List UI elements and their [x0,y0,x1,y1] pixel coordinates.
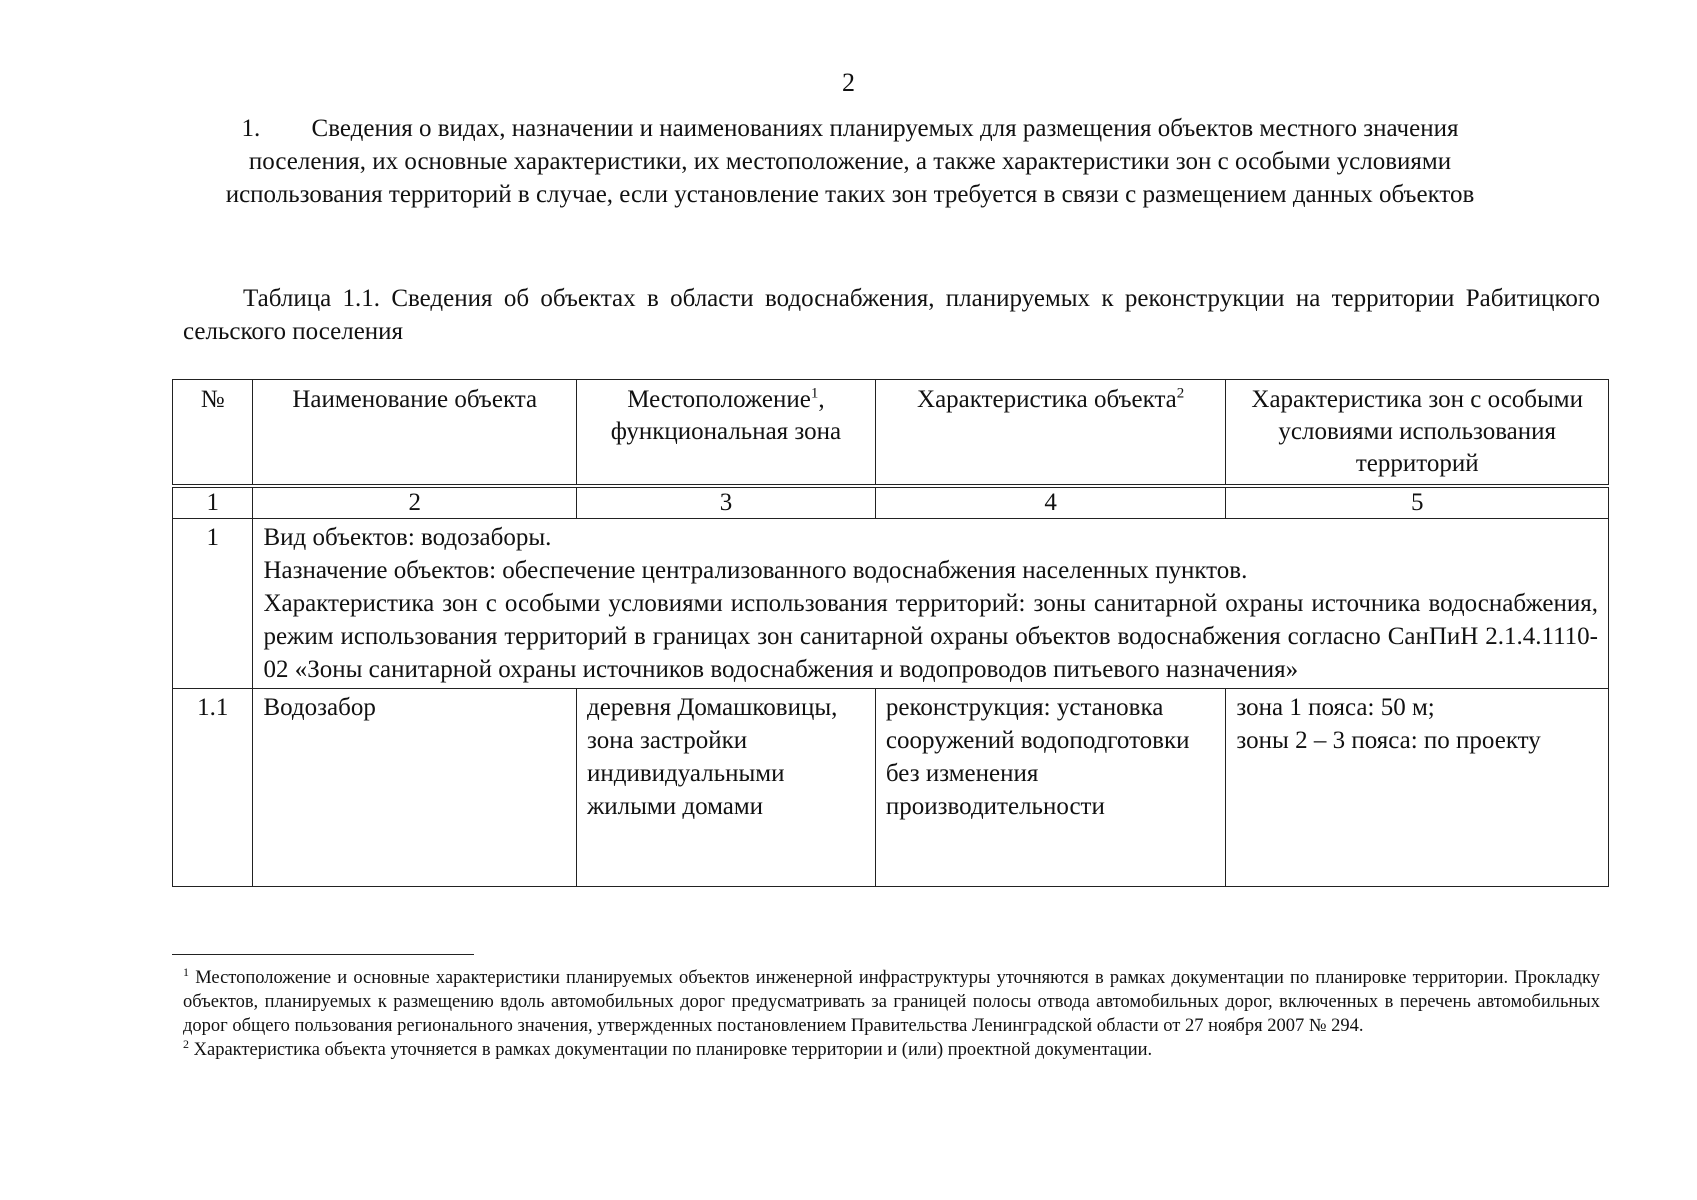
table-header-row [173,380,1609,487]
group-zones: Характеристика зон с особыми условиями использования территорий: зоны санитарной охраны источника водоснабжения, режим использования территорий в границах зон санитарной охраны объектов водоснабжения согласно СанПиН 2.1.4.1110-02 «Зоны санитарной охраны источников водоснабжения и водопроводов питьевого назначения» [263,590,1598,683]
column-number-row [173,486,1609,519]
objects-table [172,379,1609,887]
footnote-2-text: Характеристика объекта уточняется в рамках документации по планировке территории и (или) проектной документации. [193,1040,1153,1060]
group-row [173,519,1609,689]
header-zones: Характеристика зон с особыми условиями использования территорий [1226,380,1609,487]
section-title [200,112,1500,211]
footnote-mark-2: 2 [183,1036,189,1051]
header-location [576,380,875,487]
header-location-suffix: , функциональная зона [610,386,842,445]
footnote-1 [183,966,1600,1038]
footnotes [183,966,1600,1062]
section-title-text: Сведения о видах, назначении и наименованиях планируемых для размещения объектов местного значения поселения, их основные характеристики, их местоположение, а также характеристики зон с особыми условиями использования территорий в случае, если установление таких зон требуется в связи с размещением данных объектов [225,115,1475,208]
table-caption: Таблица 1.1. Сведения об объектах в области водоснабжения, планируемых к реконструкции на территории Рабитицкого сельского поселения [183,285,1600,345]
group-purpose: Назначение объектов: обеспечение централизованного водоснабжения населенных пунктов. [263,557,1248,584]
row-name: Водозабор [253,689,577,887]
column-number: 1 [173,486,253,519]
column-number: 2 [253,486,577,519]
footnote-mark-1: 1 [183,964,189,979]
header-location-text: Местоположение [627,386,811,413]
row-zones-line-1: зона 1 пояса: 50 м; [1236,694,1435,721]
group-description [253,519,1609,689]
header-number: № [173,380,253,487]
header-name: Наименование объекта [253,380,577,487]
footnote-ref-1: 1 [810,385,819,402]
column-number: 4 [875,486,1226,519]
row-zones [1226,689,1609,887]
row-zones-line-2: зоны 2 – 3 пояса: по проекту [1236,727,1541,754]
footnote-ref-2: 2 [1176,385,1185,402]
footnote-separator [172,954,474,955]
column-number: 5 [1226,486,1609,519]
group-kind: Вид объектов: водозаборы. [263,524,552,551]
column-number: 3 [576,486,875,519]
header-characteristic [875,380,1226,487]
page-number: 2 [842,68,855,97]
row-number: 1.1 [173,689,253,887]
footnote-2 [183,1038,1600,1062]
section-number: 1. [241,115,261,142]
table-row [173,689,1609,887]
footnote-1-text: Местоположение и основные характеристики планируемых объектов инженерной инфраструктуры уточняются в рамках документации по планировке территории. Прокладку объектов, планируемых к размещению вдоль автомобильных дорог предусматривать за границей полосы отвода автомобильных дорог, включенных в перечень автомобильных дорог общего пользования регионального значения, утвержденных постановлением Правительства Ленинградской области от 27 ноября 2007 № 294. [183,968,1601,1036]
group-number: 1 [173,519,253,689]
row-location: деревня Домашковицы, зона застройки индивидуальными жилыми домами [576,689,875,887]
row-characteristic: реконструкция: установка сооружений водоподготовки без изменения производительности [875,689,1226,887]
header-characteristic-text: Характеристика объекта [917,386,1177,413]
